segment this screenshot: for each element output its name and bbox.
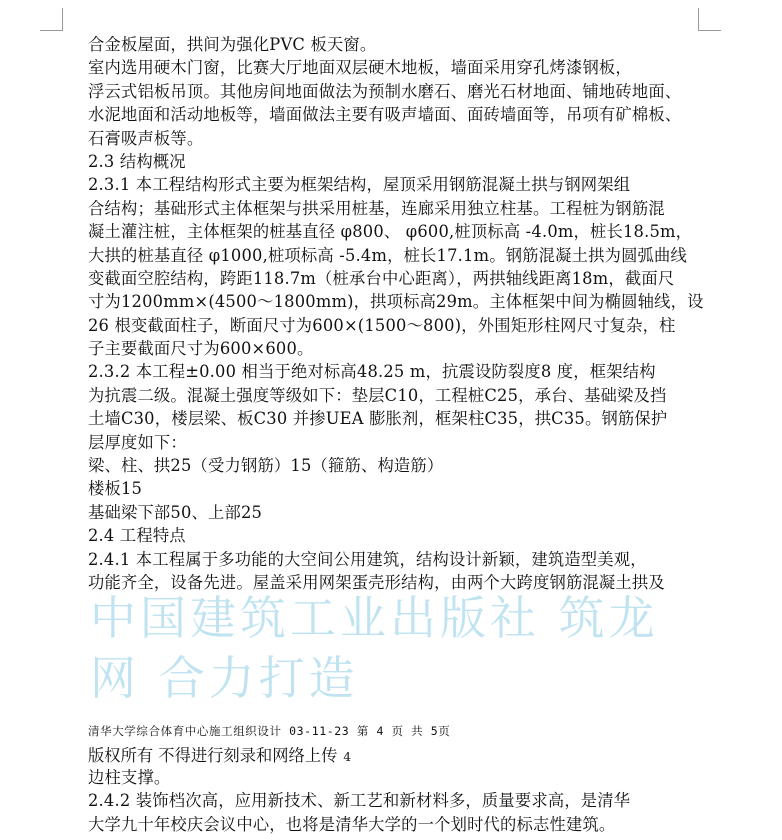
text-line: 2.3.1 本工程结构形式主要为框架结构，屋顶采用钢筋混凝土拱与钢网架组 <box>88 175 631 195</box>
text-line: 土墙C30，楼层梁、板C30 并掺UEA 膨胀剂，框架柱C35，拱C35。钢筋保护 <box>88 409 668 429</box>
copyright-text: 版权所有 不得进行刻录和网络上传 <box>88 746 338 765</box>
text-line: 室内选用硬木门窗，比赛大厅地面双层硬木地板，墙面采用穿孔烤漆钢板， <box>88 58 632 78</box>
text-line: 2.4.2 装饰档次高，应用新技术、新工艺和新材料多，质量要求高，是清华 <box>88 791 631 811</box>
text-line: 边柱支撑。 <box>88 768 171 787</box>
continuation-body <box>88 766 700 836</box>
section-heading: 2.4 工程特点 <box>88 526 186 546</box>
text-line: 凝土灌注桩，主体框架的桩基直径 φ800、 φ600,桩顶标高 -4.0m，桩长18.5m， <box>88 222 693 242</box>
text-line: 功能齐全，设备先进。屋盖采用网架蛋壳形结构，由两个大跨度钢筋混凝土拱及 <box>88 572 665 592</box>
document-body <box>88 33 704 594</box>
text-line: 寸为1200mm×(4500～1800mm)，拱项标高29m。主体框架中间为椭圆轴线，设 <box>88 292 704 312</box>
text-line: 变截面空腔结构，跨距118.7m（桩承台中心距离），两拱轴线距离18m，截面尺 <box>88 268 675 288</box>
crop-mark-top-right <box>698 8 721 31</box>
copyright-notice <box>88 745 351 768</box>
text-line: 子主要截面尺寸为600×600。 <box>88 339 314 359</box>
text-line: 为抗震二级。混凝土强度等级如下：垫层C10，工程桩C25，承台、基础梁及挡 <box>88 385 667 405</box>
text-line: 26 根变截面柱子，断面尺寸为600×(1500～800)，外围矩形柱网尺寸复杂，柱 <box>88 315 676 335</box>
page-number: 4 <box>343 750 352 764</box>
text-line: 石膏吸声板等。 <box>88 128 204 148</box>
watermark <box>90 588 730 708</box>
page-footer: 清华大学综合体育中心施工组织设计 03-11-23 第 4 页 共 5页 <box>88 724 451 738</box>
section-heading: 2.3 结构概况 <box>88 151 186 171</box>
text-line: 基础梁下部50、上部25 <box>88 502 263 522</box>
text-line: 层厚度如下： <box>88 432 187 452</box>
watermark-line: 网 合力打造 <box>90 651 359 705</box>
text-line: 2.3.2 本工程±0.00 相当于绝对标高48.25 m，抗震设防裂度8 度，框架结构 <box>88 362 656 382</box>
text-line: 水泥地面和活动地板等，墙面做法主要有吸声墙面、面砖墙面等，吊项有矿棉板、 <box>88 105 682 125</box>
text-line: 大学九十年校庆会议中心，也将是清华大学的一个划时代的标志性建筑。 <box>88 814 616 834</box>
crop-mark-top-left <box>40 8 63 31</box>
text-line: 梁、柱、拱25（受力钢筋）15（箍筋、构造筋） <box>88 456 444 476</box>
text-line: 合结构；基础形式主体框架与拱采用桩基，连廊采用独立柱基。工程桩为钢筋混 <box>88 198 665 218</box>
text-line: 浮云式铝板吊顶。其他房间地面做法为预制水磨石、磨光石材地面、铺地砖地面、 <box>88 81 682 101</box>
text-line: 合金板屋面，拱间为强化PVC 板天窗。 <box>88 35 377 54</box>
text-line: 楼板15 <box>88 479 143 499</box>
text-line: 大拱的桩基直径 φ1000,桩项标高 -5.4m，桩长17.1m。钢筋混凝土拱为圆弧曲线 <box>88 245 687 265</box>
text-line: 2.4.1 本工程属于多功能的大空间公用建筑，结构设计新颖，建筑造型美观， <box>88 549 647 569</box>
watermark-line: 中国建筑工业出版社 筑龙 <box>90 591 659 645</box>
